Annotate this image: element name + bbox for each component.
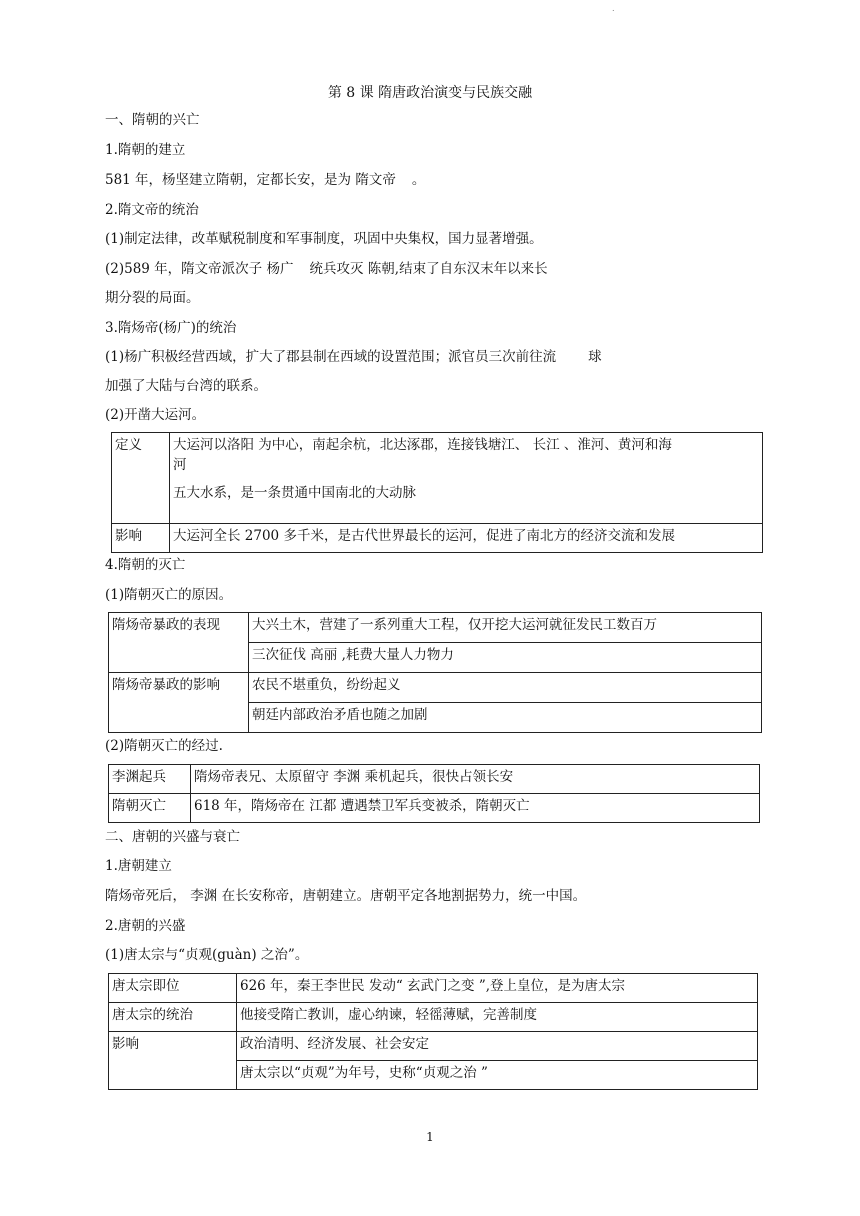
table-row — [109, 1032, 758, 1061]
table-row — [109, 974, 758, 1003]
paragraph-yangdi-1-cont: 加强了大陆与台湾的联系。 — [105, 378, 267, 394]
answer-blank: 隋文帝 — [355, 172, 396, 188]
table-cell-label: 唐太宗即位 — [109, 974, 237, 1003]
paragraph-yangdi-2: (2)开凿大运河。 — [105, 407, 206, 423]
text: ,结束了自东汉末年以来长 — [394, 261, 548, 277]
paragraph-fall-2: (2)隋朝灭亡的经过. — [105, 738, 223, 754]
table-row — [109, 765, 760, 794]
table-cell-label: 影响 — [109, 1032, 237, 1090]
canal-table — [111, 432, 763, 553]
tang-table — [108, 973, 758, 1090]
table-cell: 朝廷内部政治矛盾也随之加剧 — [249, 703, 762, 733]
table-cell: 隋炀帝表兄、太原留守 李渊 乘机起兵，很快占领长安 — [191, 765, 760, 794]
cell-line: 五大水系，是一条贯通中国南北的大动脉 — [173, 485, 416, 501]
text: (1)杨广积极经营西域，扩大了郡县制在西域的设置范围；派官员三次前往流 — [105, 349, 557, 365]
paragraph-yangdi-1 — [105, 347, 602, 367]
table-cell-label: 隋炀帝暴政的影响 — [109, 673, 249, 733]
paragraph-zhenguan: (1)唐太宗与“贞观(guàn) 之治”。 — [105, 947, 309, 963]
section-heading-sui: 一、隋朝的兴亡 — [105, 112, 200, 128]
answer-blank: 陈朝 — [367, 261, 395, 277]
page-number: 1 — [426, 1130, 434, 1144]
table-cell-label: 定义 — [112, 433, 170, 524]
sub-heading-yangdi: 3.隋炀帝(杨广)的统治 — [105, 320, 237, 336]
sub-heading-tang-prosperity: 2.唐朝的兴盛 — [105, 918, 186, 934]
sub-heading-fall: 4.隋朝的灭亡 — [105, 557, 186, 573]
table-row — [112, 524, 763, 553]
cell-line: 河 — [173, 457, 187, 473]
table-row — [109, 673, 762, 703]
cell-line: 大运河以洛阳 为中心，南起余杭，北达涿郡，连接钱塘江、 长江 、淮河、黄河和海 — [173, 437, 672, 453]
text: (2)589 年，隋文帝派次子 — [105, 261, 267, 277]
table-cell: 他接受隋亡教训，虚心纳谏，轻徭薄赋，完善制度 — [237, 1003, 758, 1032]
paragraph-founding — [105, 170, 425, 190]
process-table — [108, 764, 760, 823]
answer-blank: 杨广 — [266, 261, 294, 277]
table-cell-label: 影响 — [112, 524, 170, 553]
cause-table — [108, 612, 762, 733]
table-cell: 农民不堪重负，纷纷起义 — [249, 673, 762, 703]
table-row — [109, 794, 760, 823]
table-row — [112, 433, 763, 524]
section-heading-tang: 二、唐朝的兴盛与衰亡 — [105, 829, 240, 845]
table-cell: 三次征伐 高丽 ,耗费大量人力物力 — [249, 643, 762, 673]
table-cell-label: 唐太宗的统治 — [109, 1003, 237, 1032]
table-cell: 大运河全长 2700 多千米，是古代世界最长的运河，促进了南北方的经济交流和发展 — [170, 524, 763, 553]
text: 581 年，杨坚建立隋朝，定都长安，是为 — [105, 172, 356, 188]
page-title: 第 8 课 隋唐政治演变与民族交融 — [327, 85, 533, 101]
text: 。 — [411, 172, 426, 188]
paragraph-wendi-1: (1)制定法律，改革赋税制度和军事制度，巩固中央集权，国力显著增强。 — [105, 231, 543, 247]
table-cell: 唐太宗以“贞观”为年号，史称“贞观之治 ” — [237, 1061, 758, 1090]
sub-heading-wendi: 2.隋文帝的统治 — [105, 202, 199, 218]
table-cell: 政治清明、经济发展、社会安定 — [237, 1032, 758, 1061]
table-cell: 618 年，隋炀帝在 江都 遭遇禁卫军兵变被杀，隋朝灭亡 — [191, 794, 760, 823]
paragraph-fall-1: (1)隋朝灭亡的原因。 — [105, 587, 233, 603]
table-cell-label: 隋朝灭亡 — [109, 794, 191, 823]
table-cell: 626 年，秦王李世民 发动“ 玄武门之变 ”,登上皇位，是为唐太宗 — [237, 974, 758, 1003]
table-cell — [170, 433, 763, 524]
sub-heading-tang-founding: 1.唐朝建立 — [105, 858, 172, 874]
sub-heading-founding: 1.隋朝的建立 — [105, 142, 186, 158]
table-cell-label: 李渊起兵 — [109, 765, 191, 794]
text: 统兵攻灭 — [309, 261, 368, 277]
table-cell: 大兴土木，营建了一系列重大工程，仅开挖大运河就征发民工数百万 — [249, 613, 762, 643]
header-mark: . — [612, 4, 615, 13]
table-row — [109, 613, 762, 643]
table-cell-label: 隋炀帝暴政的表现 — [109, 613, 249, 673]
paragraph-tang-founding: 隋炀帝死后， 李渊 在长安称帝，唐朝建立。唐朝平定各地割据势力，统一中国。 — [105, 888, 587, 904]
table-row — [109, 1003, 758, 1032]
paragraph-wendi-2-cont: 期分裂的局面。 — [105, 290, 200, 306]
answer-blank: 球 — [588, 349, 602, 365]
paragraph-wendi-2 — [105, 259, 548, 279]
